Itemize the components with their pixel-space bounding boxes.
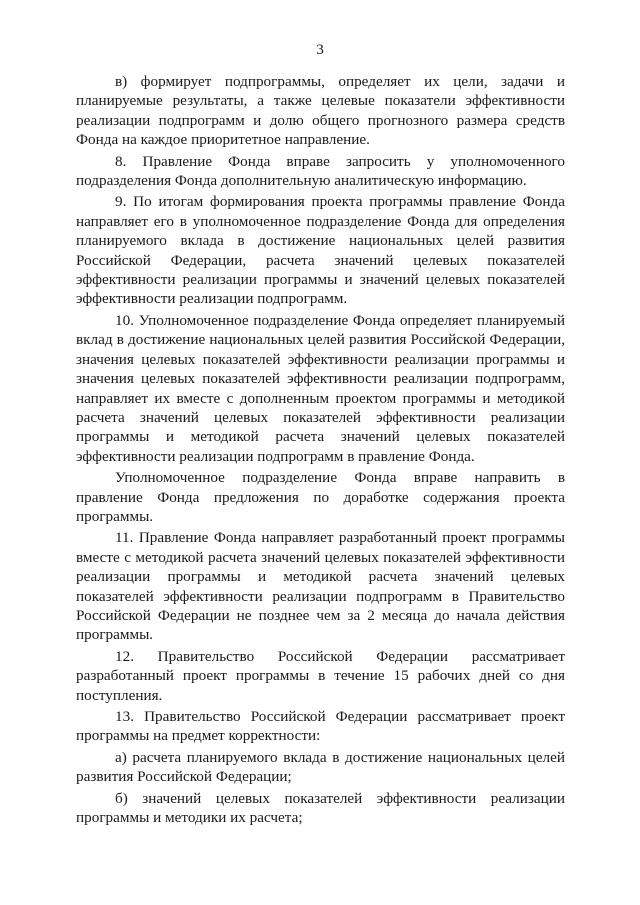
paragraph-9: 9. По итогам формирования проекта программы правление Фонда направляет его в уполномоченное подразделение Фонда для определения планируемого вклада в достижение национальных целей развития Российской Федерации, расчета значений целевых показателей эффективности реализации программы и значений целевых показателей эффективности реализации подпрограмм. [76, 193, 565, 308]
paragraph-12: 12. Правительство Российской Федерации рассматривает разработанный проект программы в течение 15 рабочих дней со дня поступления. [76, 647, 565, 704]
paragraph-13-item-a: а) расчета планируемого вклада в достижение национальных целей развития Российской Федерации; [76, 748, 565, 786]
paragraph-11: 11. Правление Фонда направляет разработанный проект программы вместе с методикой расчета значений целевых показателей эффективности реализации программы и методикой расчета значений целевых показателей эффективности реализации подпрограмм в Правительство Российской Федерации не позднее чем за 2 месяца до начала действия программы. [76, 529, 565, 644]
paragraph-13-item-b: б) значений целевых показателей эффективности реализации программы и методики их расчета; [76, 789, 565, 827]
document-body [76, 72, 565, 829]
paragraph-10: 10. Уполномоченное подразделение Фонда определяет планируемый вклад в достижение национальных целей развития Российской Федерации, значения целевых показателей эффективности реализации программы и значения целевых показателей эффективности реализации подпрограмм, направляет их вместе с дополненным проектом программы и методикой расчета значений целевых показателей эффективности реализации программы и методикой расчета значений целевых показателей эффективности реализации подпрограмм в правление Фонда. [76, 311, 565, 465]
paragraph-13: 13. Правительство Российской Федерации рассматривает проект программы на предмет корректности: [76, 708, 565, 745]
paragraph-10-continuation: Уполномоченное подразделение Фонда вправе направить в правление Фонда предложения по доработке содержания проекта программы. [76, 469, 565, 525]
paragraph-8: 8. Правление Фонда вправе запросить у уполномоченного подразделения Фонда дополнительную аналитическую информацию. [76, 152, 565, 190]
paragraph-item-v: в) формирует подпрограммы, определяет их цели, задачи и планируемые результаты, а также целевые показатели эффективности реализации подпрограмм и долю общего прогнозного размера средств Фонда на каждое приоритетное направление. [76, 73, 565, 149]
page-number: 3 [316, 41, 324, 58]
